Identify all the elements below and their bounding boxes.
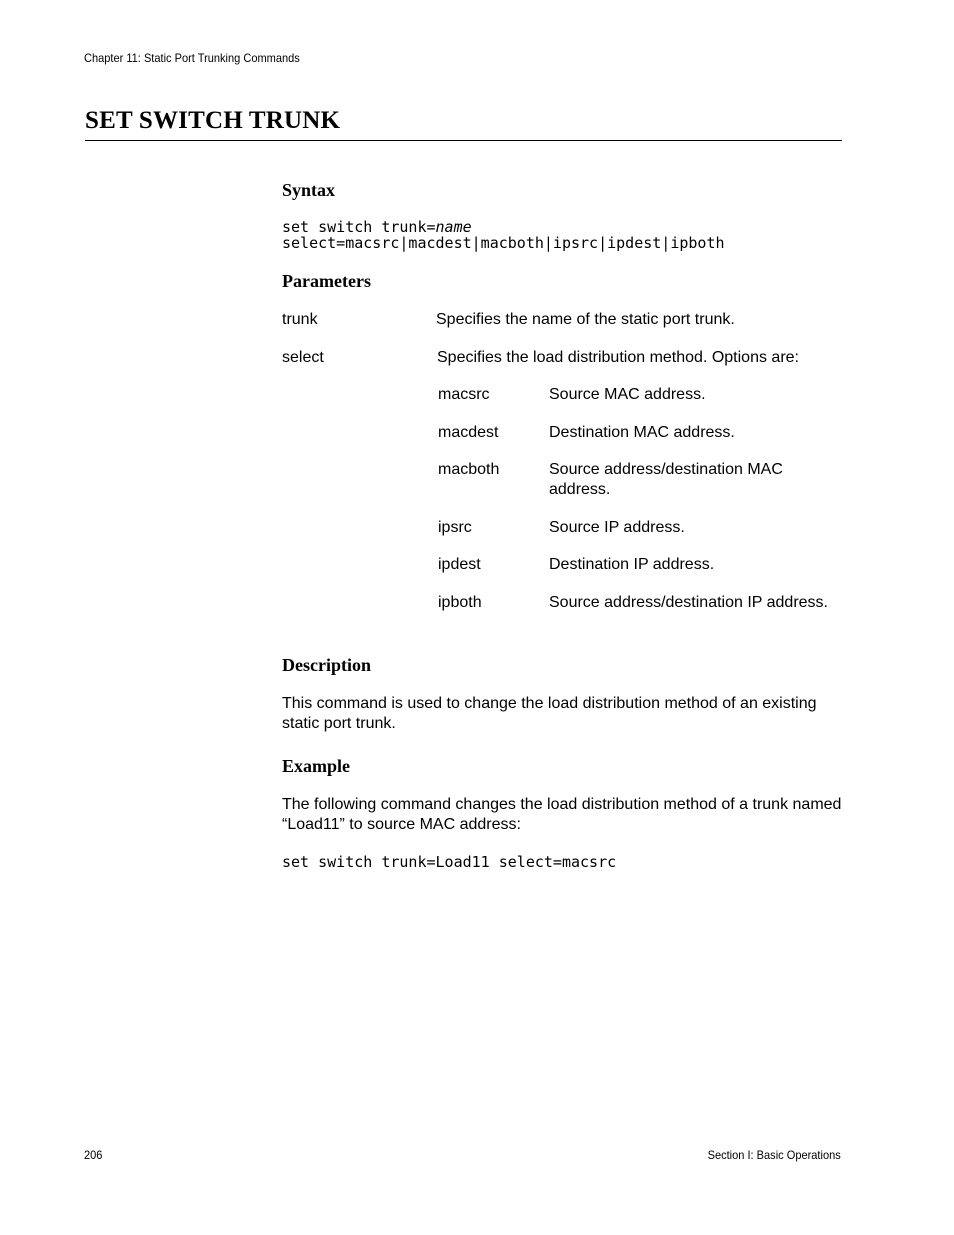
param-trunk-name: trunk — [282, 311, 318, 328]
example-heading: Example — [282, 756, 351, 776]
option-name: macdest — [438, 424, 499, 441]
option-desc: Source address/destination IP address. — [549, 594, 828, 611]
option-name: macsrc — [438, 386, 490, 403]
example-command: set switch trunk=Load11 select=macsrc — [282, 853, 617, 871]
syntax-line-2: select=macsrc|macdest|macboth|ipsrc|ipdest|ipboth — [282, 234, 725, 252]
param-select-name: select — [282, 349, 324, 366]
example-text: The following command changes the load distribution method of a trunk named “Load11” to source MAC address: — [282, 796, 842, 833]
option-desc: Destination MAC address. — [549, 424, 735, 441]
option-name: ipdest — [438, 556, 481, 573]
param-select-desc: Specifies the load distribution method. Options are: — [437, 349, 799, 366]
option-desc: Destination IP address. — [549, 556, 715, 573]
page-title: SET SWITCH TRUNK — [85, 107, 341, 134]
parameters-heading: Parameters — [282, 271, 371, 291]
syntax-line-1 — [282, 219, 472, 235]
option-name: ipboth — [438, 594, 482, 611]
syntax-command: set switch trunk= — [282, 218, 436, 236]
option-desc: Source MAC address. — [549, 386, 706, 403]
running-header: Chapter 11: Static Port Trunking Commands — [84, 51, 300, 65]
description-text: This command is used to change the load distribution method of an existing static port trunk. — [282, 695, 817, 732]
title-rule — [85, 140, 842, 141]
option-name: macboth — [438, 461, 500, 478]
description-heading: Description — [282, 655, 371, 675]
syntax-heading: Syntax — [282, 180, 336, 200]
param-trunk-desc: Specifies the name of the static port trunk. — [436, 311, 735, 328]
option-name: ipsrc — [438, 519, 472, 536]
option-desc: Source IP address. — [549, 519, 685, 536]
option-desc: Source address/destination MAC address. — [549, 461, 783, 498]
page-number: 206 — [84, 1148, 103, 1162]
syntax-variable: name — [435, 218, 472, 236]
footer-section: Section I: Basic Operations — [707, 1148, 841, 1162]
